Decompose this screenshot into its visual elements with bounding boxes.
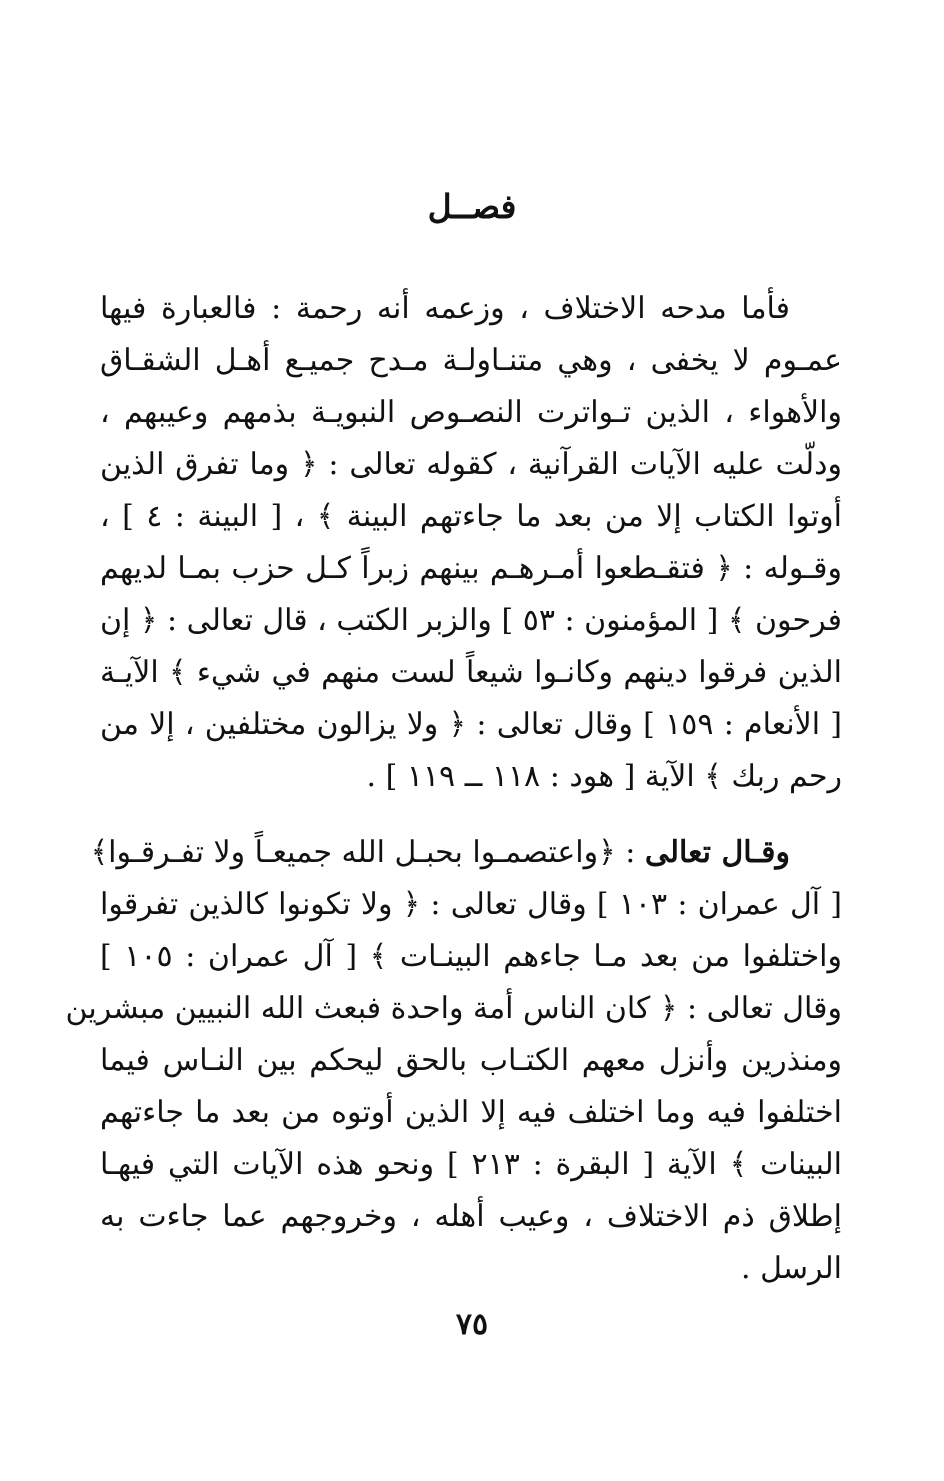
section-heading: فصــل xyxy=(427,187,517,226)
paragraph-2 xyxy=(65,827,842,1295)
page-number: ٧٥ xyxy=(455,1307,489,1342)
paragraph-line: اختلفوا فيه وما اختلف فيه إلا الذين أوتوه من بعد ما جاءتهم xyxy=(100,1095,842,1130)
paragraph-1 xyxy=(100,283,842,803)
paragraph-line: وقال تعالى : ﴿ كان الناس أمة واحدة فبعث الله النبيين مبشرين xyxy=(65,991,842,1026)
paragraph-first-line xyxy=(90,827,842,879)
paragraph-first-line-text: : ﴿واعتصمـوا بحبـل الله جميعـاً ولا تفـرقـوا﴾ xyxy=(90,835,636,870)
paragraph-line: الرسل . xyxy=(741,1251,842,1286)
paragraph-line: [ الأنعام : ١٥٩ ] وقال تعالى : ﴿ ولا يزالون مختلفين ، إلا من xyxy=(100,707,842,742)
paragraph-line: واختلفوا من بعد مـا جاءهم البينـات ﴾ [ آل عمران : ١٠٥ ] xyxy=(100,939,842,974)
paragraph-line: فرحون ﴾ [ المؤمنون : ٥٣ ] والزبر الكتب ، قال تعالى : ﴿ إن xyxy=(100,603,842,638)
paragraph-lead-phrase: وقـال تعالى xyxy=(644,835,790,870)
paragraph-line: رحم ربك ﴾ الآية [ هود : ١١٨ ــ ١١٩ ] . xyxy=(366,759,842,794)
paragraph-line: أوتوا الكتاب إلا من بعد ما جاءتهم البينة ﴾ ، [ البينة : ٤ ] ، xyxy=(100,499,842,534)
paragraph-line: والأهواء ، الذين تـواترت النصـوص النبويـة بذمهم وعيبهم ، xyxy=(100,395,842,430)
paragraph-line: الذين فرقوا دينهم وكانـوا شيعاً لست منهم في شيء ﴾ الآيـة xyxy=(100,655,842,690)
paragraph-line: [ آل عمران : ١٠٣ ] وقال تعالى : ﴿ ولا تكونوا كالذين تفرقوا xyxy=(100,887,842,922)
paragraph-line: عمـوم لا يخفى ، وهي متنـاولـة مـدح جميـع أهـل الشقـاق xyxy=(100,343,842,378)
paragraph-line: فأما مدحه الاختلاف ، وزعمه أنه رحمة : فالعبارة فيها xyxy=(100,291,790,326)
paragraph-line: وقـوله : ﴿ فتقـطعوا أمـرهـم بينهم زبراً كـل حزب بمـا لديهم xyxy=(100,551,842,586)
paragraph-line: البينات ﴾ الآية [ البقرة : ٢١٣ ] ونحو هذه الآيات التي فيهـا xyxy=(100,1147,842,1182)
paragraph-line: ودلّت عليه الآيات القرآنية ، كقوله تعالى : ﴿ وما تفرق الذين xyxy=(100,447,842,482)
paragraph-line: إطلاق ذم الاختلاف ، وعيب أهله ، وخروجهم عما جاءت به xyxy=(100,1199,842,1234)
paragraph-line: ومنذرين وأنزل معهم الكتـاب بالحق ليحكم بين النـاس فيما xyxy=(100,1043,842,1078)
